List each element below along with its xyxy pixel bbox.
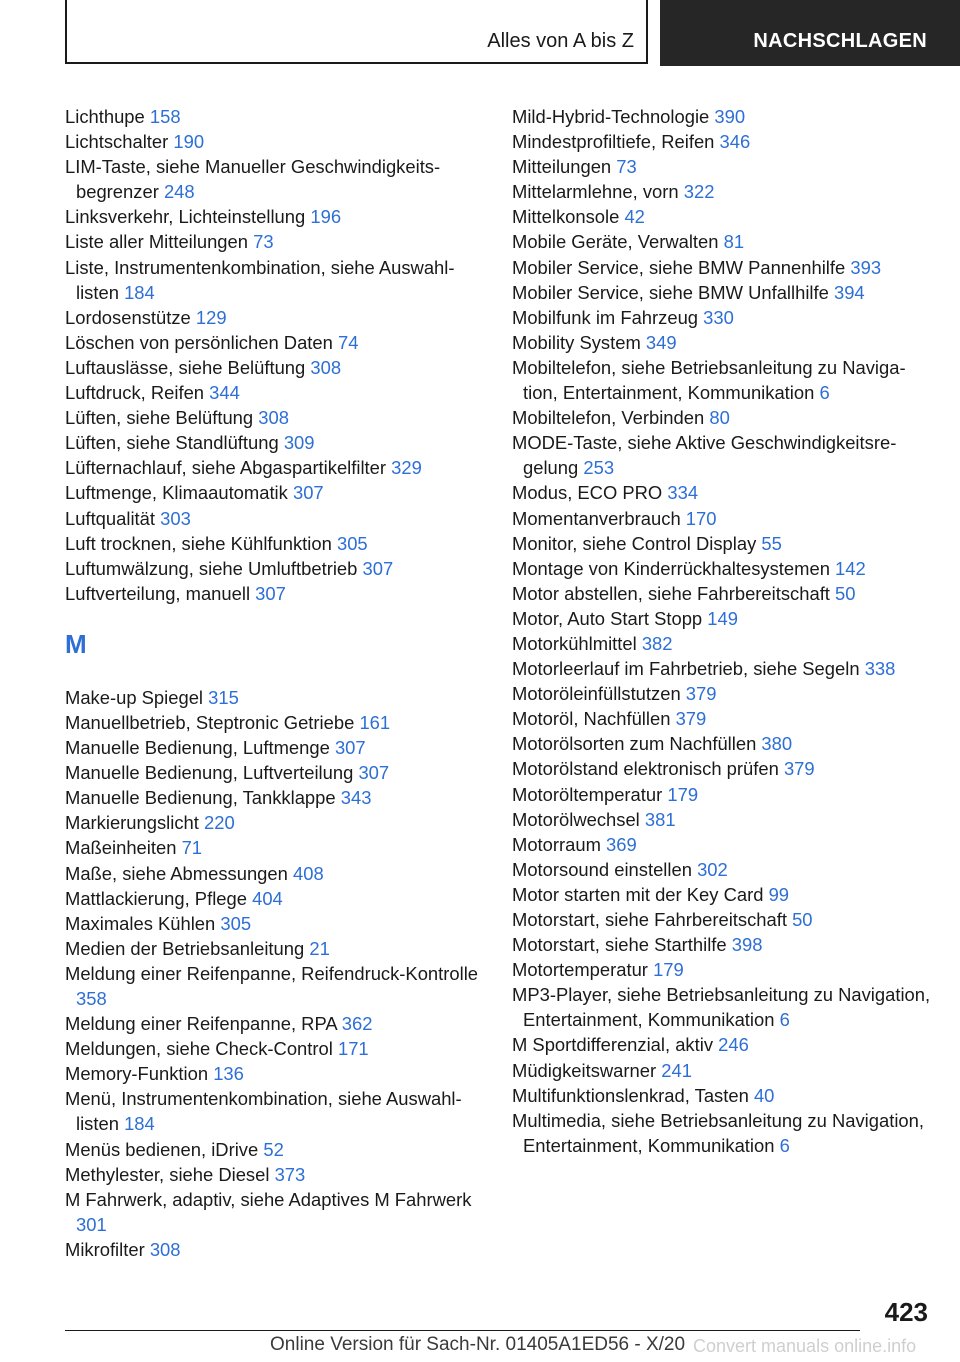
page-reference-link[interactable]: 373 [274, 1163, 306, 1185]
page-reference-link[interactable]: 390 [714, 106, 746, 127]
page-reference-link[interactable]: 71 [181, 837, 203, 859]
page-reference-link[interactable]: 369 [606, 833, 637, 855]
page-reference-link[interactable]: 220 [204, 812, 235, 834]
page-reference-link[interactable]: 379 [685, 683, 717, 705]
index-entry-text: Lordosenstütze [65, 306, 191, 328]
footer-rule [65, 1330, 860, 1331]
page-reference-link[interactable]: 301 [76, 1213, 107, 1235]
index-entry-text: Mobiler Service, siehe BMW Pannenhilfe [512, 256, 846, 278]
index-entry-text: Monitor, siehe Control Display [512, 532, 757, 554]
index-entry-text: Motorstart, siehe Fahrbereitschaft [512, 909, 787, 930]
index-entry-text: Montage von Kinderrückhaltesystemen [512, 557, 830, 579]
index-entry-text: LIM-Taste, siehe Manueller Geschwindigkeitsbegrenzer [65, 156, 441, 203]
page-reference-link[interactable]: 308 [310, 356, 342, 378]
index-entry-text: Meldung einer Reifenpanne, Reifendruck-Kontrolle [65, 962, 479, 984]
page-reference-link[interactable]: 161 [359, 711, 391, 733]
index-entry [512, 129, 932, 154]
index-entry-text: M Fahrwerk, adaptiv, siehe Adaptives M Fahrwerk [65, 1188, 472, 1210]
page-reference-link[interactable]: 379 [675, 708, 707, 730]
index-entry-text: Modus, ECO PRO [512, 482, 663, 504]
index-entry [65, 405, 485, 430]
index-entry [65, 531, 485, 556]
index-entry-text: Motortemperatur [512, 959, 648, 981]
index-entry [65, 785, 485, 810]
index-entry [512, 1058, 932, 1083]
index-entry-text: Liste, Instrumentenkombination, siehe Auswahllisten [65, 256, 455, 303]
page-reference-link[interactable]: 307 [255, 582, 286, 604]
index-entry [65, 104, 485, 129]
index-entry-text: Mobiltelefon, siehe Betriebsanleitung zu Navigation, Entertainment, Kommunikation [512, 356, 906, 404]
page-reference-link[interactable]: 330 [703, 306, 734, 328]
index-entry-text: Luftmenge, Klimaautomatik [65, 482, 288, 504]
index-entry-text: Motorstart, siehe Starthilfe [512, 934, 727, 956]
index-entry [65, 255, 485, 305]
index-entry-text: Multifunktionslenkrad, Tasten [512, 1084, 749, 1106]
index-entry [65, 556, 485, 581]
index-entry-text: M Sportdifferenzial, aktiv [512, 1034, 714, 1056]
page-reference-link[interactable]: 6 [819, 382, 830, 404]
page-reference-link[interactable]: 379 [783, 758, 815, 780]
index-letter-heading: M [65, 628, 87, 659]
index-entry [512, 204, 932, 229]
page-reference-link[interactable]: 305 [336, 532, 368, 554]
index-entry-text: Mittelkonsole [512, 206, 620, 228]
index-column-left [65, 104, 485, 1262]
page-reference-link[interactable]: 307 [358, 762, 390, 784]
index-entry [65, 936, 485, 961]
page-reference-link[interactable]: 394 [833, 281, 865, 303]
page-reference-link[interactable]: 308 [149, 1238, 181, 1260]
page-reference-link[interactable]: 329 [391, 457, 422, 479]
index-entry-text: Lüften, siehe Belüftung [65, 407, 254, 429]
index-entry-text: Markierungslicht [65, 812, 199, 834]
page-reference-link[interactable]: 307 [362, 557, 394, 579]
index-entry-text: Motor starten mit der Key Card [512, 883, 764, 905]
index-list-m-continued [512, 104, 932, 1158]
index-entry [512, 405, 932, 430]
page-reference-link[interactable]: 149 [707, 607, 738, 629]
section-title: Alles von A bis Z [487, 30, 634, 52]
index-entry [512, 656, 932, 681]
index-entry [512, 179, 932, 204]
index-entry [512, 756, 932, 781]
index-entry [65, 911, 485, 936]
index-entry [65, 710, 485, 735]
index-entry [65, 1011, 485, 1036]
index-entry [512, 631, 932, 656]
page-reference-link[interactable]: 55 [761, 532, 782, 554]
page-reference-link[interactable]: 179 [667, 783, 699, 805]
index-entry-text: Manuelle Bedienung, Luftverteilung [65, 762, 354, 784]
page-reference-link[interactable]: 129 [195, 306, 227, 328]
index-entry [65, 886, 485, 911]
index-entry-text: Manuellbetrieb, Steptronic Getriebe [65, 711, 355, 733]
index-entry [65, 1137, 485, 1162]
index-entry-text: Mindestprofiltiefe, Reifen [512, 131, 715, 153]
page-reference-link[interactable]: 73 [253, 231, 274, 253]
index-entry-text: Lüfternachlauf, siehe Abgaspartikelfilter [65, 457, 387, 479]
index-entry-text: Motor, Auto Start Stopp [512, 607, 703, 629]
page-reference-link[interactable]: 184 [124, 281, 155, 303]
index-entry-text: Mobile Geräte, Verwalten [512, 231, 719, 253]
index-entry [65, 480, 485, 505]
page-reference-link[interactable]: 349 [645, 331, 677, 353]
index-entry [65, 229, 485, 254]
index-entry [512, 706, 932, 731]
index-entry-text: Mobiler Service, siehe BMW Unfallhilfe [512, 281, 829, 303]
page-reference-link[interactable]: 380 [761, 733, 793, 755]
index-entry [512, 1032, 932, 1057]
page-reference-link[interactable]: 382 [641, 632, 673, 654]
index-entry [512, 255, 932, 280]
page-reference-link[interactable]: 6 [779, 1009, 790, 1031]
page-reference-link[interactable]: 190 [173, 131, 205, 153]
index-entry-text: Make-up Spiegel [65, 686, 204, 708]
index-entry-text: Löschen von persönlichen Daten [65, 331, 333, 353]
page-reference-link[interactable]: 179 [653, 959, 684, 981]
page-reference-link[interactable]: 302 [697, 858, 728, 880]
page-number: 423 [884, 1297, 928, 1327]
index-entry [512, 1108, 932, 1158]
index-entry [65, 1237, 485, 1262]
index-entry [512, 807, 932, 832]
page-reference-link[interactable]: 307 [292, 482, 324, 504]
index-entry [65, 455, 485, 480]
page-reference-link[interactable]: 184 [124, 1113, 155, 1135]
index-entry [65, 1187, 485, 1237]
index-entry-text: Linksverkehr, Lichteinstellung [65, 206, 306, 228]
page-reference-link[interactable]: 404 [252, 887, 283, 909]
page-reference-link[interactable]: 74 [338, 331, 359, 353]
index-entry-text: Mittelarmlehne, vorn [512, 181, 679, 203]
index-entry [65, 861, 485, 886]
index-entry [65, 430, 485, 455]
index-entry-text: Motorleerlauf im Fahrbetrieb, siehe Segeln [512, 658, 860, 680]
index-entry [512, 556, 932, 581]
index-entry-text: Meldung einer Reifenpanne, RPA [65, 1013, 337, 1035]
header-section-frame [65, 0, 648, 64]
index-entry [65, 735, 485, 760]
index-entry [65, 129, 485, 154]
page-reference-link[interactable]: 338 [864, 658, 896, 680]
index-entry-text: Motorsound einstellen [512, 858, 692, 880]
index-entry-text: Motorölstand elektronisch prüfen [512, 758, 779, 780]
chapter-tab[interactable] [660, 0, 960, 66]
index-entry [512, 681, 932, 706]
index-entry-text: Mobilfunk im Fahrzeug [512, 306, 699, 328]
index-entry-text: Luft trocknen, siehe Kühlfunktion [65, 532, 332, 554]
page-reference-link[interactable]: 42 [624, 206, 645, 228]
index-entry-text: Mikrofilter [65, 1238, 145, 1260]
index-entry [512, 832, 932, 857]
index-entry-text: Multimedia, siehe Betriebsanleitung zu Navigation, Entertainment, Kommunikation [512, 1109, 924, 1156]
index-entry-text: Menüs bedienen, iDrive [65, 1138, 259, 1160]
index-entry [512, 355, 932, 405]
index-entry [512, 531, 932, 556]
index-entry [512, 782, 932, 807]
page-reference-link[interactable]: 334 [667, 482, 699, 504]
page-reference-link[interactable]: 322 [683, 181, 715, 203]
index-entry-text: Mitteilungen [512, 156, 612, 178]
page-reference-link[interactable]: 136 [213, 1063, 244, 1085]
page-reference-link[interactable]: 40 [753, 1084, 775, 1106]
index-entry [512, 229, 932, 254]
page-reference-link[interactable]: 6 [779, 1134, 790, 1156]
index-entry-text: Lichtschalter [65, 131, 169, 153]
index-entry-text: Luftumwälzung, siehe Umluftbetrieb [65, 557, 358, 579]
page-reference-link[interactable]: 307 [334, 737, 366, 759]
index-entry-text: Menü, Instrumentenkombination, siehe Auswahllisten [65, 1088, 462, 1135]
index-entry [65, 380, 485, 405]
index-entry-text: Luftverteilung, manuell [65, 582, 251, 604]
index-entry-text: Luftqualität [65, 507, 155, 529]
index-entry-text: Motorölsorten zum Nachfüllen [512, 733, 757, 755]
index-entry-text: Luftauslässe, siehe Belüftung [65, 356, 306, 378]
index-entry [512, 280, 932, 305]
page-reference-link[interactable]: 170 [685, 507, 717, 529]
index-entry [512, 731, 932, 756]
page-reference-link[interactable]: 358 [76, 988, 107, 1009]
page-reference-link[interactable]: 81 [723, 231, 745, 253]
index-entry-text: Lichthupe [65, 106, 145, 127]
page-reference-link[interactable]: 248 [163, 181, 195, 203]
online-version-note: Online Version für Sach-Nr. 01405A1ED56 - X/20 [270, 1334, 686, 1355]
page-reference-link[interactable]: 142 [835, 557, 866, 579]
index-entry-text: Motorkühlmittel [512, 632, 637, 654]
index-entry-text: Motor abstellen, siehe Fahrbereitschaft [512, 582, 830, 604]
index-entry [65, 355, 485, 380]
index-entry [512, 104, 932, 129]
index-entry [512, 305, 932, 330]
index-entry [512, 581, 932, 606]
index-list-m [65, 685, 485, 1262]
index-entry-text: Maximales Kühlen [65, 912, 216, 934]
index-entry-text: Motorraum [512, 833, 601, 855]
index-entry [512, 154, 932, 179]
watermark: Convert manuals online.info [693, 1336, 917, 1356]
index-entry [65, 506, 485, 531]
index-entry [65, 204, 485, 229]
index-entry [512, 606, 932, 631]
index-entry-text: Manuelle Bedienung, Tankklappe [65, 787, 336, 809]
index-entry [65, 685, 485, 710]
page-reference-link[interactable]: 398 [731, 934, 763, 956]
page-reference-link[interactable]: 303 [160, 507, 191, 529]
index-entry-text: Mild-Hybrid-Technologie [512, 106, 710, 127]
index-list-l [65, 104, 485, 606]
index-entry [512, 907, 932, 932]
index-entry [65, 961, 485, 1011]
index-entry-text: MP3-Player, siehe Betriebsanleitung zu Navigation, Entertainment, Kommunikation [512, 984, 931, 1031]
index-entry-text: Memory-Funktion [65, 1063, 209, 1085]
index-column-right [512, 104, 932, 1158]
index-entry-text: Motoröl, Nachfüllen [512, 708, 671, 730]
index-entry-text: Motoröltemperatur [512, 783, 663, 805]
index-entry [65, 810, 485, 835]
index-entry [512, 330, 932, 355]
index-entry [512, 957, 932, 982]
index-entry [512, 430, 932, 480]
index-entry [65, 154, 485, 204]
index-entry [65, 1162, 485, 1187]
page-reference-link[interactable]: 171 [337, 1038, 369, 1060]
index-entry-text: Medien der Betriebsanleitung [65, 937, 305, 959]
index-entry [65, 1036, 485, 1061]
page-reference-link[interactable]: 253 [583, 457, 615, 479]
index-entry [65, 1061, 485, 1086]
index-entry [65, 581, 485, 606]
page-reference-link[interactable]: 393 [850, 256, 882, 278]
page-reference-link[interactable]: 52 [263, 1138, 284, 1160]
page-reference-link[interactable]: 315 [208, 686, 239, 708]
page-reference-link[interactable]: 308 [258, 407, 289, 429]
page-reference-link[interactable]: 362 [341, 1013, 373, 1035]
page-reference-link[interactable]: 381 [644, 808, 676, 830]
page-reference-link[interactable]: 80 [709, 407, 730, 429]
index-entry [65, 330, 485, 355]
index-entry [65, 305, 485, 330]
index-entry-text: Maße, siehe Abmessungen [65, 862, 288, 884]
index-entry-text: MODE-Taste, siehe Aktive Geschwindigkeitsregelung [512, 432, 897, 479]
index-entry-text: Mobility System [512, 331, 641, 353]
index-entry-text: Luftdruck, Reifen [65, 382, 205, 404]
index-entry [512, 882, 932, 907]
page-reference-link[interactable]: 50 [835, 582, 856, 604]
index-entry-text: Müdigkeitswarner [512, 1059, 657, 1081]
index-entry [512, 982, 932, 1032]
page-reference-link[interactable]: 158 [149, 106, 181, 127]
page-reference-link[interactable]: 241 [661, 1059, 692, 1081]
index-entry-text: Meldungen, siehe Check-Control [65, 1038, 333, 1060]
page-reference-link[interactable]: 246 [718, 1034, 749, 1056]
index-entry-text: Mattlackierung, Pflege [65, 887, 247, 909]
index-entry-text: Momentanverbrauch [512, 507, 681, 529]
index-entry-text: Methylester, siehe Diesel [65, 1163, 270, 1185]
chapter-tab-label: NACHSCHLAGEN [753, 30, 927, 52]
page-reference-link[interactable]: 21 [309, 937, 330, 959]
page-reference-link[interactable]: 343 [340, 787, 372, 809]
index-entry [512, 1083, 932, 1108]
page-reference-link[interactable]: 408 [293, 862, 324, 884]
page-reference-link[interactable]: 309 [283, 432, 315, 454]
page-reference-link[interactable]: 50 [792, 909, 813, 930]
index-entry-text: Motoröleinfüllstutzen [512, 683, 681, 705]
page-reference-link[interactable]: 346 [719, 131, 751, 153]
page-reference-link[interactable]: 196 [310, 206, 342, 228]
index-entry [65, 1086, 485, 1136]
page-reference-link[interactable]: 344 [209, 382, 240, 404]
index-entry [65, 760, 485, 785]
index-entry-text: Mobiltelefon, Verbinden [512, 407, 705, 429]
index-entry-text: Lüften, siehe Standlüftung [65, 432, 279, 454]
page-reference-link[interactable]: 73 [616, 156, 637, 178]
index-entry [512, 932, 932, 957]
page-reference-link[interactable]: 99 [768, 883, 790, 905]
index-entry-text: Liste aller Mitteilungen [65, 231, 248, 253]
index-entry [512, 506, 932, 531]
index-entry-text: Maßeinheiten [65, 837, 177, 859]
index-entry-text: Manuelle Bedienung, Luftmenge [65, 737, 330, 759]
index-entry [512, 480, 932, 505]
index-entry [65, 835, 485, 860]
index-entry-text: Motorölwechsel [512, 808, 640, 830]
page-reference-link[interactable]: 305 [220, 912, 252, 934]
index-entry [512, 857, 932, 882]
